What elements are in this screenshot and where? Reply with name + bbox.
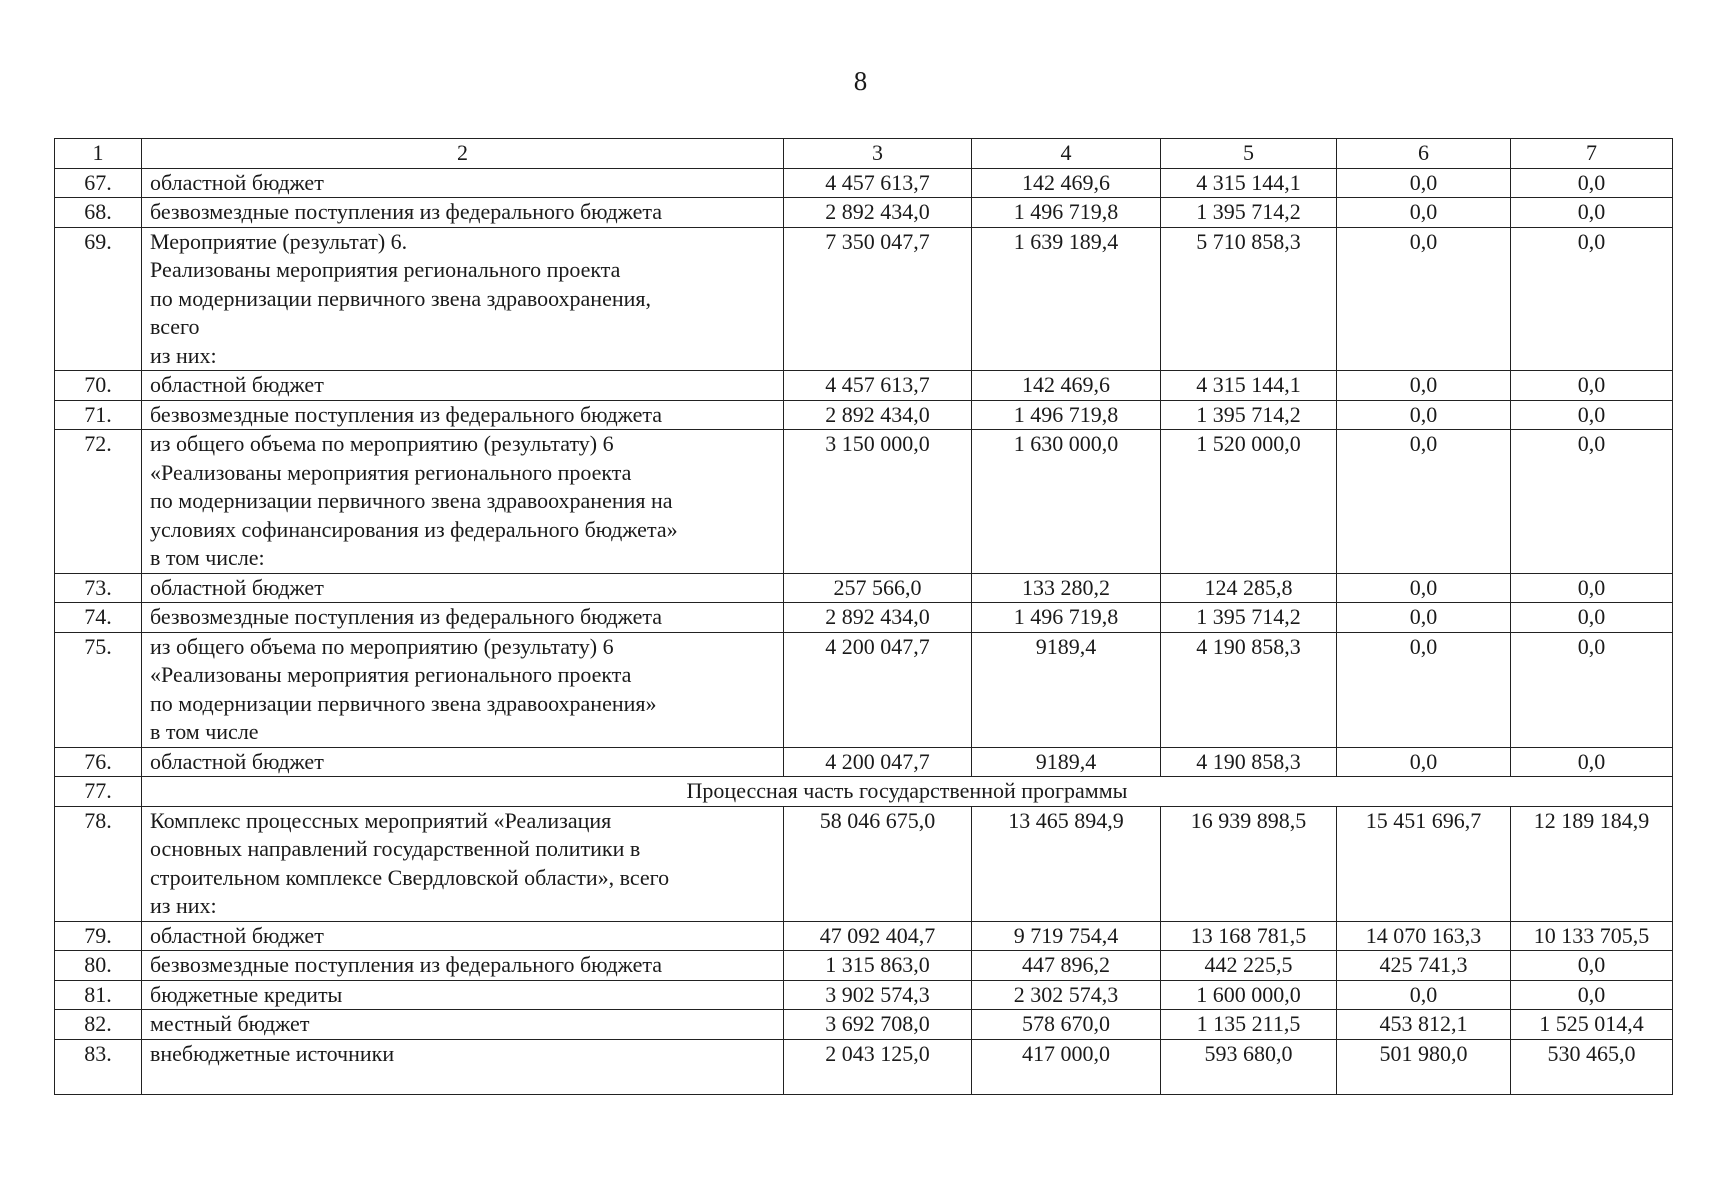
value-cell-col-6: 0,0 xyxy=(1337,632,1511,747)
value-cell-col-6: 0,0 xyxy=(1337,198,1511,228)
row-description: областной бюджет xyxy=(142,573,784,603)
row-number: 80. xyxy=(55,951,142,981)
row-number: 79. xyxy=(55,921,142,951)
column-header-6: 6 xyxy=(1337,139,1511,169)
value-cell-col-7: 12 189 184,9 xyxy=(1511,806,1673,921)
value-cell-col-4: 142 469,6 xyxy=(972,371,1161,401)
value-cell-col-3: 3 150 000,0 xyxy=(784,430,972,574)
value-cell-col-3: 3 902 574,3 xyxy=(784,980,972,1010)
value-cell-col-5: 593 680,0 xyxy=(1161,1039,1337,1094)
value-cell-col-5: 13 168 781,5 xyxy=(1161,921,1337,951)
row-description: безвозмездные поступления из федерального бюджета xyxy=(142,198,784,228)
row-description: из общего объема по мероприятию (результату) 6 «Реализованы мероприятия регионального проекта по модернизации первичного звена здравоохранения на условиях софинансирования из федерального бюджета» в том числе: xyxy=(142,430,784,574)
value-cell-col-3: 47 092 404,7 xyxy=(784,921,972,951)
table-row xyxy=(55,747,1673,777)
value-cell-col-4: 447 896,2 xyxy=(972,951,1161,981)
row-number: 71. xyxy=(55,400,142,430)
value-cell-col-7: 10 133 705,5 xyxy=(1511,921,1673,951)
value-cell-col-7: 0,0 xyxy=(1511,632,1673,747)
row-description: из общего объема по мероприятию (результату) 6 «Реализованы мероприятия регионального проекта по модернизации первичного звена здравоохранения» в том числе xyxy=(142,632,784,747)
value-cell-col-6: 0,0 xyxy=(1337,430,1511,574)
table-row xyxy=(55,227,1673,371)
value-cell-col-4: 1 496 719,8 xyxy=(972,603,1161,633)
row-number: 83. xyxy=(55,1039,142,1094)
value-cell-col-4: 1 496 719,8 xyxy=(972,400,1161,430)
row-description: Комплекс процессных мероприятий «Реализация основных направлений государственной политики в строительном комплексе Свердловской области», всего из них: xyxy=(142,806,784,921)
table-row xyxy=(55,168,1673,198)
row-description: Мероприятие (результат) 6. Реализованы мероприятия регионального проекта по модернизации первичного звена здравоохранения, всего из них: xyxy=(142,227,784,371)
column-header-4: 4 xyxy=(972,139,1161,169)
value-cell-col-4: 1 630 000,0 xyxy=(972,430,1161,574)
value-cell-col-6: 15 451 696,7 xyxy=(1337,806,1511,921)
value-cell-col-3: 4 200 047,7 xyxy=(784,632,972,747)
value-cell-col-4: 2 302 574,3 xyxy=(972,980,1161,1010)
value-cell-col-6: 0,0 xyxy=(1337,603,1511,633)
value-cell-col-7: 0,0 xyxy=(1511,168,1673,198)
value-cell-col-3: 4 457 613,7 xyxy=(784,371,972,401)
row-description: местный бюджет xyxy=(142,1010,784,1040)
value-cell-col-3: 3 692 708,0 xyxy=(784,1010,972,1040)
value-cell-col-7: 0,0 xyxy=(1511,430,1673,574)
row-description: бюджетные кредиты xyxy=(142,980,784,1010)
row-number: 67. xyxy=(55,168,142,198)
row-number: 70. xyxy=(55,371,142,401)
value-cell-col-4: 1 639 189,4 xyxy=(972,227,1161,371)
table-row xyxy=(55,198,1673,228)
row-description: внебюджетные источники xyxy=(142,1039,784,1094)
value-cell-col-4: 142 469,6 xyxy=(972,168,1161,198)
value-cell-col-3: 7 350 047,7 xyxy=(784,227,972,371)
table-row xyxy=(55,921,1673,951)
value-cell-col-6: 0,0 xyxy=(1337,371,1511,401)
value-cell-col-7: 0,0 xyxy=(1511,603,1673,633)
value-cell-col-4: 133 280,2 xyxy=(972,573,1161,603)
value-cell-col-5: 1 600 000,0 xyxy=(1161,980,1337,1010)
value-cell-col-7: 0,0 xyxy=(1511,371,1673,401)
value-cell-col-4: 13 465 894,9 xyxy=(972,806,1161,921)
table-row xyxy=(55,371,1673,401)
value-cell-col-6: 0,0 xyxy=(1337,168,1511,198)
table-row xyxy=(55,1039,1673,1094)
row-description: безвозмездные поступления из федерального бюджета xyxy=(142,400,784,430)
value-cell-col-6: 453 812,1 xyxy=(1337,1010,1511,1040)
value-cell-col-6: 0,0 xyxy=(1337,573,1511,603)
value-cell-col-4: 417 000,0 xyxy=(972,1039,1161,1094)
table-row xyxy=(55,980,1673,1010)
row-description: областной бюджет xyxy=(142,168,784,198)
table-row xyxy=(55,1010,1673,1040)
value-cell-col-6: 501 980,0 xyxy=(1337,1039,1511,1094)
value-cell-col-5: 4 190 858,3 xyxy=(1161,632,1337,747)
value-cell-col-3: 1 315 863,0 xyxy=(784,951,972,981)
row-number: 81. xyxy=(55,980,142,1010)
value-cell-col-4: 9189,4 xyxy=(972,747,1161,777)
value-cell-col-6: 0,0 xyxy=(1337,747,1511,777)
row-number: 74. xyxy=(55,603,142,633)
column-header-5: 5 xyxy=(1161,139,1337,169)
value-cell-col-5: 4 190 858,3 xyxy=(1161,747,1337,777)
value-cell-col-3: 257 566,0 xyxy=(784,573,972,603)
row-number: 78. xyxy=(55,806,142,921)
value-cell-col-5: 1 395 714,2 xyxy=(1161,400,1337,430)
value-cell-col-7: 0,0 xyxy=(1511,980,1673,1010)
value-cell-col-5: 1 520 000,0 xyxy=(1161,430,1337,574)
row-description: областной бюджет xyxy=(142,371,784,401)
value-cell-col-7: 0,0 xyxy=(1511,747,1673,777)
value-cell-col-5: 442 225,5 xyxy=(1161,951,1337,981)
row-description: безвозмездные поступления из федерального бюджета xyxy=(142,603,784,633)
value-cell-col-5: 16 939 898,5 xyxy=(1161,806,1337,921)
value-cell-col-6: 0,0 xyxy=(1337,980,1511,1010)
value-cell-col-5: 124 285,8 xyxy=(1161,573,1337,603)
value-cell-col-4: 1 496 719,8 xyxy=(972,198,1161,228)
row-number: 82. xyxy=(55,1010,142,1040)
value-cell-col-7: 1 525 014,4 xyxy=(1511,1010,1673,1040)
table-row xyxy=(55,951,1673,981)
value-cell-col-5: 4 315 144,1 xyxy=(1161,168,1337,198)
row-number: 76. xyxy=(55,747,142,777)
table-row xyxy=(55,632,1673,747)
value-cell-col-3: 2 892 434,0 xyxy=(784,400,972,430)
value-cell-col-5: 1 395 714,2 xyxy=(1161,603,1337,633)
value-cell-col-4: 9 719 754,4 xyxy=(972,921,1161,951)
value-cell-col-4: 9189,4 xyxy=(972,632,1161,747)
table-row xyxy=(55,400,1673,430)
table-row xyxy=(55,573,1673,603)
table-body xyxy=(55,168,1673,1094)
value-cell-col-7: 0,0 xyxy=(1511,198,1673,228)
column-header-2: 2 xyxy=(142,139,784,169)
value-cell-col-7: 0,0 xyxy=(1511,400,1673,430)
row-number: 72. xyxy=(55,430,142,574)
value-cell-col-6: 425 741,3 xyxy=(1337,951,1511,981)
value-cell-col-5: 1 395 714,2 xyxy=(1161,198,1337,228)
budget-table xyxy=(54,138,1673,1095)
value-cell-col-3: 58 046 675,0 xyxy=(784,806,972,921)
row-description: безвозмездные поступления из федерального бюджета xyxy=(142,951,784,981)
value-cell-col-6: 0,0 xyxy=(1337,227,1511,371)
value-cell-col-4: 578 670,0 xyxy=(972,1010,1161,1040)
value-cell-col-3: 2 892 434,0 xyxy=(784,198,972,228)
value-cell-col-3: 4 457 613,7 xyxy=(784,168,972,198)
row-number: 69. xyxy=(55,227,142,371)
row-number: 68. xyxy=(55,198,142,228)
value-cell-col-3: 2 892 434,0 xyxy=(784,603,972,633)
row-number: 75. xyxy=(55,632,142,747)
value-cell-col-7: 530 465,0 xyxy=(1511,1039,1673,1094)
row-description: областной бюджет xyxy=(142,747,784,777)
value-cell-col-6: 14 070 163,3 xyxy=(1337,921,1511,951)
page-number: 8 xyxy=(853,66,868,96)
header-row xyxy=(55,139,1673,169)
value-cell-col-5: 5 710 858,3 xyxy=(1161,227,1337,371)
column-header-1: 1 xyxy=(55,139,142,169)
table-row xyxy=(55,806,1673,921)
value-cell-col-6: 0,0 xyxy=(1337,400,1511,430)
row-number: 77. xyxy=(55,777,142,807)
row-number: 73. xyxy=(55,573,142,603)
value-cell-col-7: 0,0 xyxy=(1511,227,1673,371)
column-header-3: 3 xyxy=(784,139,972,169)
table-row xyxy=(55,603,1673,633)
row-description: областной бюджет xyxy=(142,921,784,951)
value-cell-col-7: 0,0 xyxy=(1511,573,1673,603)
value-cell-col-7: 0,0 xyxy=(1511,951,1673,981)
value-cell-col-3: 4 200 047,7 xyxy=(784,747,972,777)
column-header-7: 7 xyxy=(1511,139,1673,169)
value-cell-col-5: 4 315 144,1 xyxy=(1161,371,1337,401)
table-row xyxy=(55,430,1673,574)
table-row xyxy=(55,777,1673,807)
value-cell-col-5: 1 135 211,5 xyxy=(1161,1010,1337,1040)
value-cell-col-3: 2 043 125,0 xyxy=(784,1039,972,1094)
section-heading: Процессная часть государственной программы xyxy=(142,777,1673,807)
